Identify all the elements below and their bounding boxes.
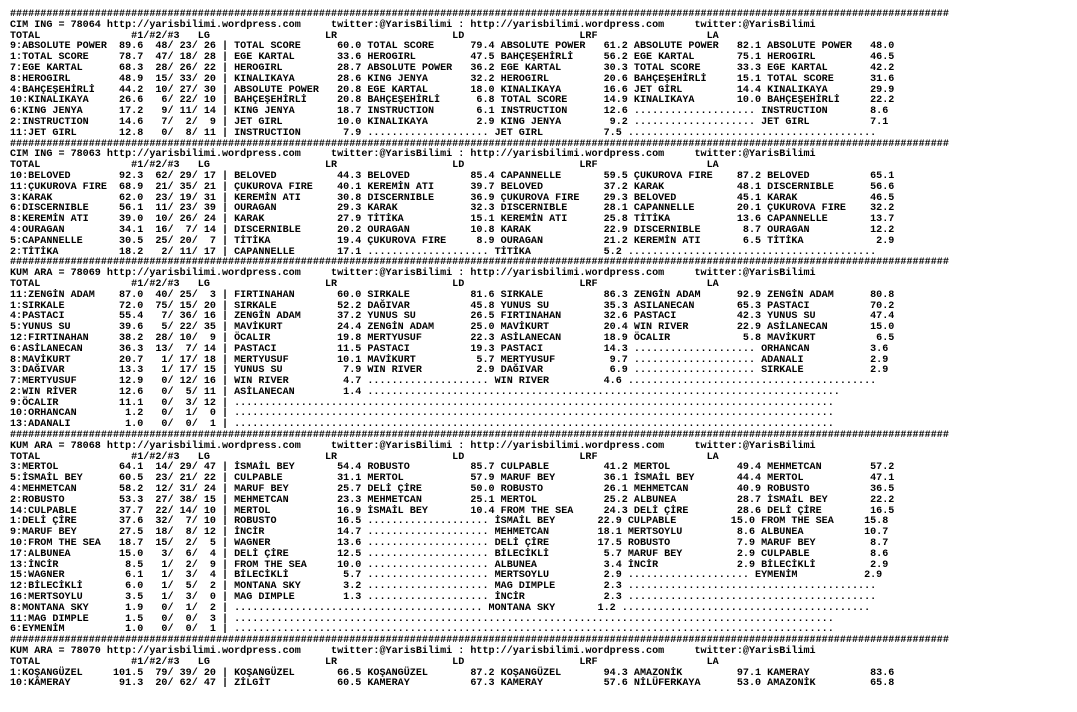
data-row-line: 11:MAG DIMPLE 1.5 0/ 0/ 3 | ................................................................................................... [10, 613, 834, 625]
race-header-line: CIM ING = 78064 http://yarisbilimi.wordpress.com twitter:@YarisBilimi : http://yarisbilimi.wordpress.com twitter:@YarisBilimi [10, 19, 816, 31]
data-row-line: 17:ALBUNEA 15.0 3/ 6/ 4 | DELİ ÇİRE 12.5 .................... BİLECİKLİ 5.7 MARUF BEY 2.9 CULPABLE 8.6 [10, 548, 889, 560]
data-row-line: 10:KÂMERAY 91.3 20/ 62/ 47 | ZİLGİT 60.5 KAMERAY 67.3 KAMERAY 57.6 NİLÜFERKAYA 53.0 AMAZONİK 65.8 [10, 678, 895, 690]
data-row-line: 2:WIN RİVER 12.6 0/ 5/ 11 | ASİLANECAN 1.4 .............................................................................. [10, 386, 840, 398]
race-header-line: KUM ARA = 78069 http://yarisbilimi.wordpress.com twitter:@YarisBilimi : http://yarisbilimi.wordpress.com twitter:@YarisBilimi [10, 268, 816, 280]
data-row-line: 16:MERTSOYLU 3.5 1/ 3/ 0 | MAG DIMPLE 1.3 .................... İNCİR 2.3 ......................................... [10, 592, 877, 604]
data-row-line: 4:PASTACI 55.4 7/ 36/ 16 | ZENGİN ADAM 37.2 YUNUS SU 26.5 FIRTINAHAN 32.6 PASTACI 42.3 YUNUS SU 47.4 [10, 311, 895, 323]
data-row-line: 7:EGE KARTAL 68.3 28/ 26/ 22 | HEROGIRL 28.7 ABSOLUTE POWER 36.2 EGE KARTAL 30.3 TOTAL SCORE 33.3 EGE KARTAL 42.2 [10, 62, 895, 74]
data-row-line: 4:BAHÇEŞEHİRLİ 44.2 10/ 27/ 30 | ABSOLUTE POWER 20.8 EGE KARTAL 18.0 KINALIKAYA 16.6 JET GİRL 14.4 KINALIKAYA 29.9 [10, 84, 895, 96]
race-header-line: KUM ARA = 78070 http://yarisbilimi.wordpress.com twitter:@YarisBilimi : http://yarisbilimi.wordpress.com twitter:@YarisBilimi [10, 646, 816, 658]
data-row-line: 9:ÖCALIR 11.1 0/ 3/ 12 | ................................................................................................... [10, 397, 834, 409]
data-row-line: 1:KOŞANGÜZEL 101.5 79/ 39/ 20 | KOŞANGÜZEL 66.5 KOŞANGÜZEL 87.2 KOŞANGÜZEL 94.3 AMAZONİK 97.1 KAMERAY 83.6 [10, 667, 895, 679]
data-row-line: 6:EYMENİM 1.0 0/ 0/ 1 | ................................................................................................... [10, 624, 834, 636]
separator-line: ########################################################################################################################################################### [10, 138, 949, 150]
data-row-line: 11:ÇUKUROVA FIRE 68.9 21/ 35/ 21 | ÇUKUROVA FIRE 40.1 KEREMİN ATI 39.7 BELOVED 37.2 KARAK 48.1 DISCERNIBLE 56.6 [10, 181, 895, 193]
separator-line: ########################################################################################################################################################### [10, 9, 949, 20]
data-row-line: 13:ADANALI 1.0 0/ 0/ 1 | ................................................................................................... [10, 419, 834, 431]
race-stats-text [10, 10, 1077, 690]
data-row-line: 7:MERTYUSUF 12.9 0/ 12/ 16 | WIN RIVER 4.7 .................... WIN RIVER 4.6 ......................................... [10, 376, 877, 388]
data-row-line: 3:KARAK 62.0 23/ 19/ 31 | KEREMİN ATI 30.8 DISCERNIBLE 36.9 ÇUKUROVA FIRE 29.3 BELOVED 45.1 KARAK 46.5 [10, 192, 895, 204]
data-row-line: 3:MERTOL 64.1 14/ 29/ 47 | İSMAİL BEY 54.4 ROBUSTO 85.7 CULPABLE 41.2 MERTOL 49.4 MEHMETCAN 57.2 [10, 462, 895, 474]
data-row-line: 11:JET GIRL 12.8 0/ 8/ 11 | INSTRUCTION 7.9 .................... JET GIRL 7.5 ......................................... [10, 127, 877, 139]
column-header-line: TOTAL #1/#2/#3 LG LR LD LRF LA [10, 656, 719, 668]
data-row-line: 10:BELOVED 92.3 62/ 29/ 17 | BELOVED 44.3 BELOVED 85.4 CAPANNELLE 59.5 ÇUKUROVA FIRE 87.2 BELOVED 65.1 [10, 170, 895, 182]
data-row-line: 9:ABSOLUTE POWER 89.6 48/ 23/ 26 | TOTAL SCORE 60.0 TOTAL SCORE 79.4 ABSOLUTE POWER 61.2 ABSOLUTE POWER 82.1 ABSOLUTE POWER 48.0 [10, 41, 895, 53]
column-header-line: TOTAL #1/#2/#3 LG LR LD LRF LA [10, 160, 719, 172]
data-row-line: 11:ZENGİN ADAM 87.0 40/ 25/ 3 | FIRTINAHAN 60.0 SIRKALE 81.6 SIRKALE 86.3 ZENGİN ADAM 92.9 ZENGİN ADAM 80.8 [10, 289, 895, 301]
column-header-line: TOTAL #1/#2/#3 LG LR LD LRF LA [10, 278, 719, 290]
data-row-line: 10:KINALIKAYA 26.6 6/ 22/ 10 | BAHÇEŞEHİRLİ 20.8 BAHÇEŞEHİRLİ 6.8 TOTAL SCORE 14.9 KINALIKAYA 10.0 BAHÇEŞEHİRLİ 22.2 [10, 95, 895, 107]
data-row-line: 13:İNCİR 8.5 1/ 2/ 9 | FROM THE SEA 10.0 .................... ALBUNEA 3.4 İNCİR 2.9 BİLECİKLİ 2.9 [10, 559, 889, 571]
data-row-line: 12:FIRTINAHAN 38.2 28/ 10/ 9 | ÖCALIR 19.8 MERTYUSUF 22.3 ASİLANECAN 18.9 ÖCALIR 5.8 MAVİKURT 6.5 [10, 332, 895, 344]
data-row-line: 2:TİTİKA 18.2 2/ 11/ 17 | CAPANNELLE 17.1 .................... TİTİKA 5.2 ......................................... [10, 246, 877, 258]
data-row-line: 15:WAGNER 6.1 1/ 3/ 4 | BİLECİKLİ 5.7 .................... MERTSOYLU 2.9 .................... EYMENİM 2.9 [10, 570, 883, 582]
race-header-line: CIM ING = 78063 http://yarisbilimi.wordpress.com twitter:@YarisBilimi : http://yarisbilimi.wordpress.com twitter:@YarisBilimi [10, 149, 816, 161]
data-row-line: 1:TOTAL SCORE 78.7 47/ 18/ 28 | EGE KARTAL 33.6 HEROGIRL 47.5 BAHÇEŞEHİRLİ 56.2 EGE KARTAL 75.1 HEROGIRL 46.5 [10, 52, 895, 64]
data-row-line: 10:FROM THE SEA 18.7 15/ 2/ 5 | WAGNER 13.6 .................... DELİ ÇİRE 17.5 ROBUSTO 7.9 MARUF BEY 8.7 [10, 538, 889, 550]
data-row-line: 8:KEREMİN ATI 39.0 10/ 26/ 24 | KARAK 27.9 TİTİKA 15.1 KEREMİN ATI 25.8 TİTİKA 13.6 CAPANNELLE 13.7 [10, 214, 895, 226]
column-header-line: TOTAL #1/#2/#3 LG LR LD LRF LA [10, 30, 719, 42]
data-row-line: 5:CAPANNELLE 30.5 25/ 20/ 7 | TİTİKA 19.4 ÇUKUROVA FIRE 8.9 OURAGAN 21.2 KEREMİN ATI 6.5 TİTİKA 2.9 [10, 235, 895, 247]
separator-line: ########################################################################################################################################################### [10, 257, 949, 269]
race-header-line: KUM ARA = 78068 http://yarisbilimi.wordpress.com twitter:@YarisBilimi : http://yarisbilimi.wordpress.com twitter:@YarisBilimi [10, 440, 816, 452]
data-row-line: 4:OURAGAN 34.1 16/ 7/ 14 | DISCERNIBLE 20.2 OURAGAN 10.8 KARAK 22.9 DISCERNIBLE 8.7 OURAGAN 12.2 [10, 224, 895, 236]
separator-line: ########################################################################################################################################################### [10, 430, 949, 442]
data-row-line: 5:İSMAİL BEY 60.5 23/ 21/ 22 | CULPABLE 31.1 MERTOL 57.9 MARUF BEY 36.1 İSMAİL BEY 44.4 MERTOL 47.1 [10, 473, 895, 485]
data-row-line: 6:DISCERNIBLE 56.1 11/ 23/ 39 | OURAGAN 29.3 KARAK 32.3 DISCERNIBLE 28.1 CAPANNELLE 20.1 ÇUKUROVA FIRE 32.2 [10, 203, 895, 215]
data-row-line: 1:DELİ ÇİRE 37.6 32/ 7/ 10 | ROBUSTO 16.5 .................... İSMAİL BEY 22.9 CULPABLE 15.0 FROM THE SEA 15.8 [10, 516, 889, 528]
data-row-line: 2:ROBUSTO 53.3 27/ 38/ 15 | MEHMETCAN 23.3 MEHMETCAN 25.1 MERTOL 25.2 ALBUNEA 28.7 İSMAİL BEY 22.2 [10, 494, 895, 506]
data-row-line: 6:KING JENYA 17.2 9/ 11/ 14 | KING JENYA 18.7 INSTRUCTION 6.1 INSTRUCTION 12.6 .................... INSTRUCTION 8.6 [10, 106, 889, 118]
data-row-line: 9:MARUF BEY 27.5 18/ 8/ 12 | İNCİR 14.7 .................... MEHMETCAN 18.1 MERTSOYLU 8.6 ALBUNEA 10.7 [10, 527, 889, 539]
data-row-line: 1:SIRKALE 72.0 75/ 15/ 20 | SIRKALE 52.2 DAĞIVAR 45.8 YUNUS SU 35.3 ASILANECAN 65.3 PASTACI 70.2 [10, 300, 895, 312]
data-row-line: 8:MAVİKURT 20.7 1/ 17/ 18 | MERTYUSUF 10.1 MAVİKURT 5.7 MERTYUSUF 9.7 .................... ADANALI 2.9 [10, 354, 889, 366]
data-row-line: 3:DAĞIVAR 13.3 1/ 17/ 15 | YUNUS SU 7.9 WIN RIVER 2.9 DAĞIVAR 6.9 .................... SIRKALE 2.9 [10, 365, 889, 377]
data-row-line: 6:ASİLANECAN 36.3 13/ 7/ 14 | PASTACI 11.5 PASTACI 19.3 PASTACI 14.3 .................... ORHANCAN 3.6 [10, 343, 889, 355]
data-row-line: 5:YUNUS SU 39.6 5/ 22/ 35 | MAVİKURT 24.4 ZENGİN ADAM 25.0 MAVİKURT 20.4 WIN RIVER 22.9 ASİLANECAN 15.0 [10, 322, 895, 334]
data-row-line: 14:CULPABLE 37.7 22/ 14/ 10 | MERTOL 16.9 İSMAİL BEY 10.4 FROM THE SEA 24.3 DELİ ÇİRE 28.6 DELİ ÇİRE 16.5 [10, 505, 895, 517]
data-row-line: 8:HEROGIRL 48.9 15/ 33/ 20 | KINALIKAYA 28.6 KING JENYA 32.2 HEROGIRL 20.6 BAHÇEŞEHİRLİ 15.1 TOTAL SCORE 31.6 [10, 73, 895, 85]
data-row-line: 10:ORHANCAN 1.2 0/ 1/ 0 | ................................................................................................... [10, 408, 834, 420]
data-row-line: 12:BİLECİKLİ 6.0 1/ 5/ 2 | MONTANA SKY 3.2 .................... MAG DIMPLE 2.3 ......................................... [10, 581, 877, 593]
data-row-line: 4:MEHMETCAN 58.2 12/ 31/ 24 | MARUF BEY 25.7 DELİ ÇİRE 50.0 ROBUSTO 26.1 MEHMETCAN 40.9 ROBUSTO 36.5 [10, 484, 895, 496]
data-row-line: 2:INSTRUCTION 14.6 7/ 2/ 9 | JET GIRL 10.0 KINALIKAYA 2.9 KING JENYA 9.2 .................... JET GIRL 7.1 [10, 116, 889, 128]
data-row-line: 8:MONTANA SKY 1.9 0/ 1/ 2 | ......................................... MONTANA SKY 1.2 ......................................... [10, 602, 871, 614]
column-header-line: TOTAL #1/#2/#3 LG LR LD LRF LA [10, 451, 719, 463]
separator-line: ########################################################################################################################################################### [10, 635, 949, 647]
